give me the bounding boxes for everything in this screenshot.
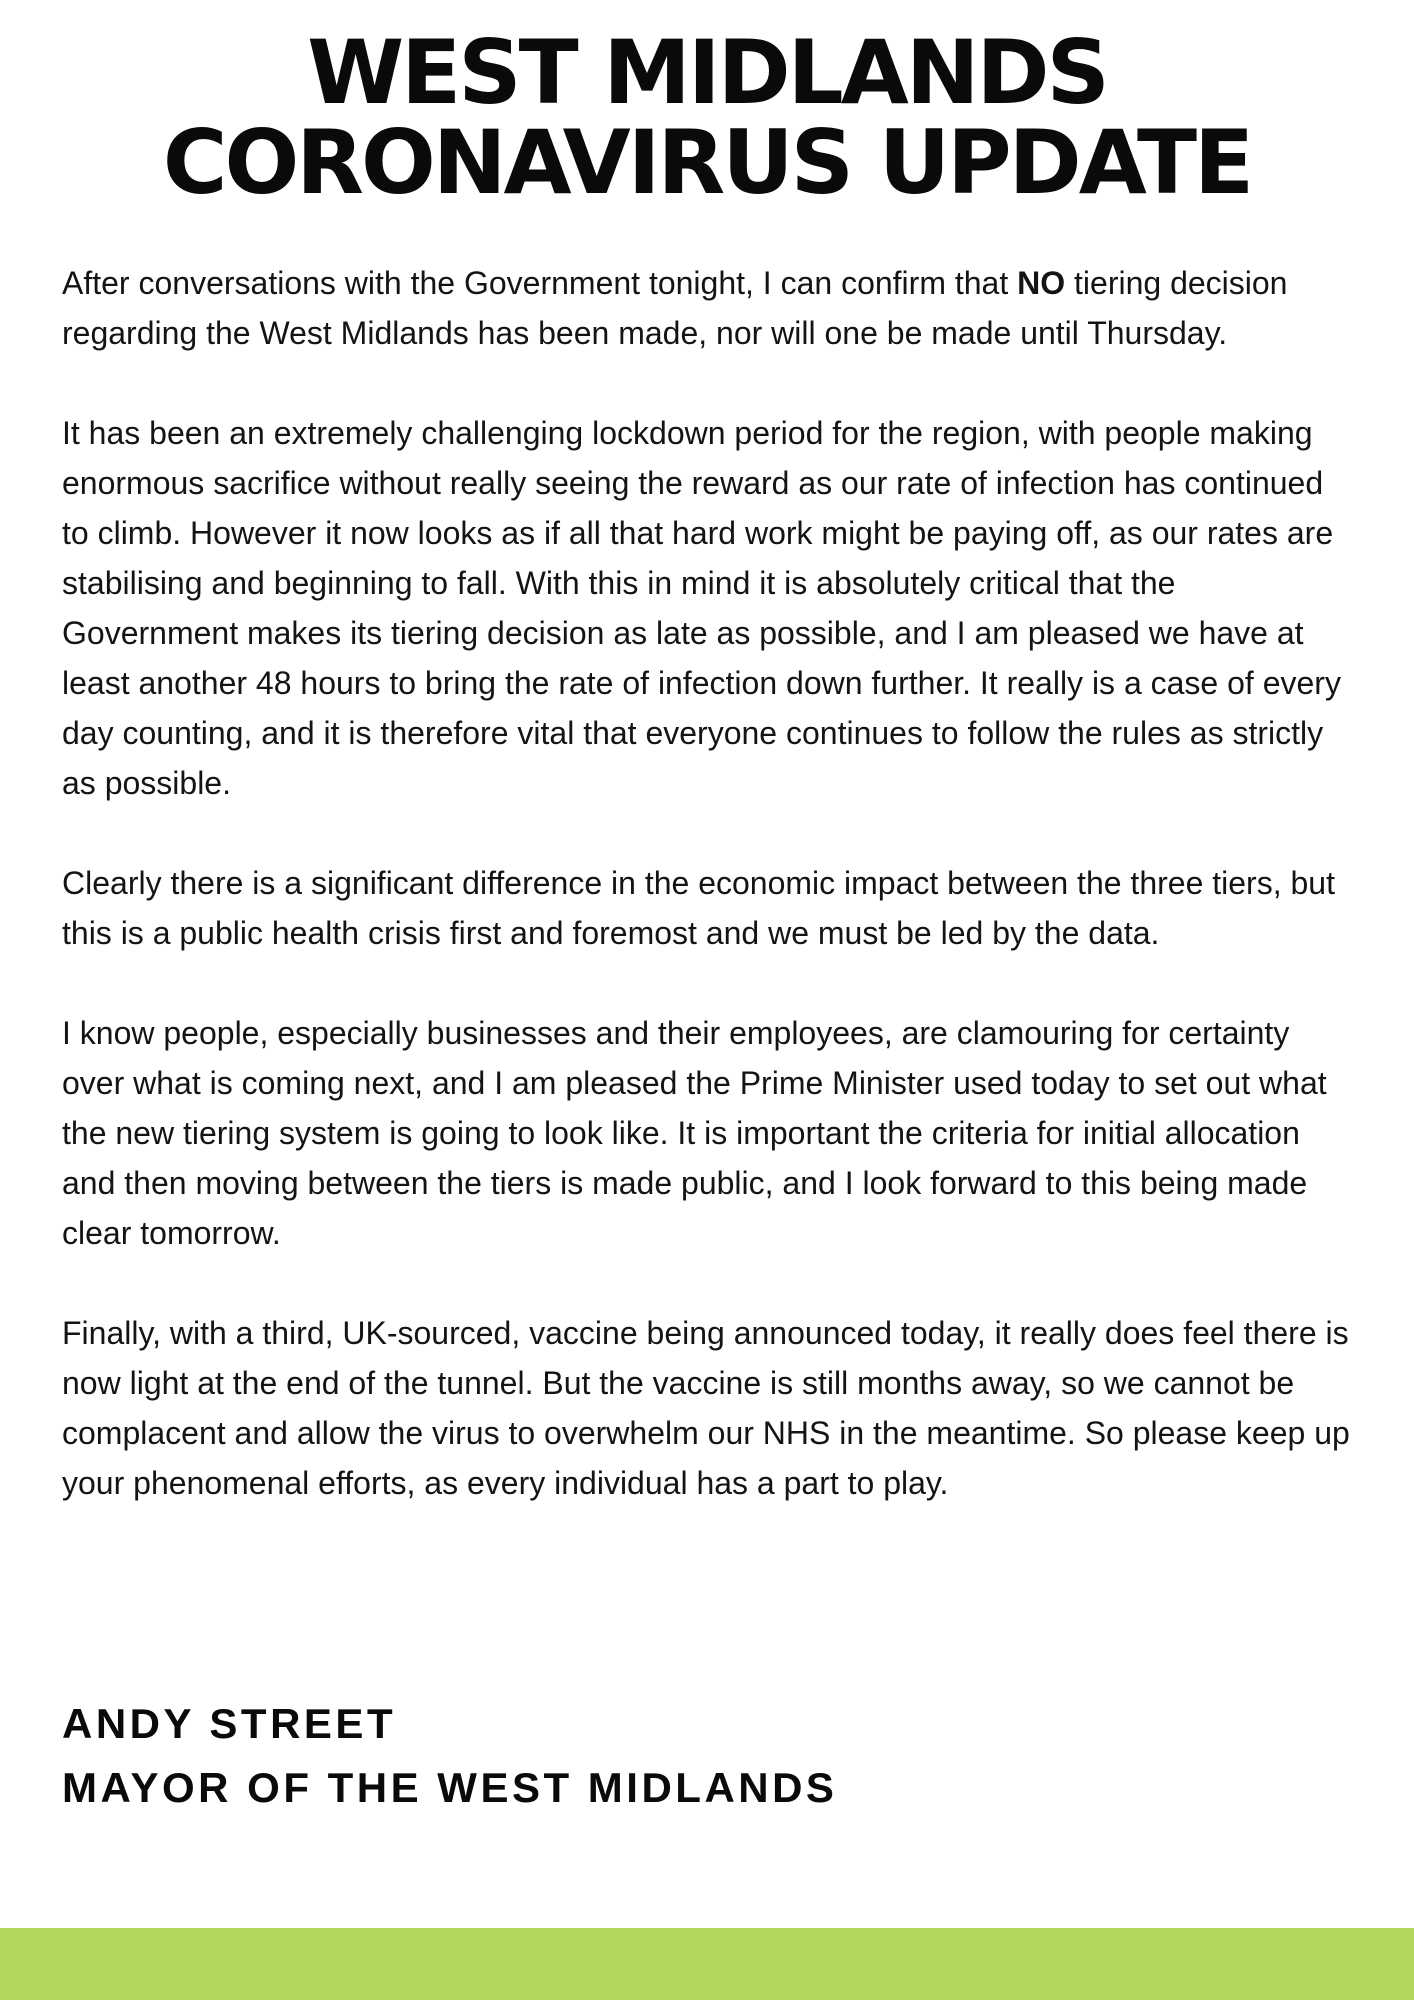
paragraph-3: Clearly there is a significant difference in the economic impact between the three tiers, but this is a public health crisis first and foremost and we must be led by the data. xyxy=(62,865,1335,951)
paragraph-1-lead: After conversations with the Government tonight, I can confirm that xyxy=(62,265,1018,301)
paragraph-1-rest: tiering decision regarding the West Midlands has been made, nor will one be made until Thursday. xyxy=(62,265,1288,351)
page-title xyxy=(0,21,1414,214)
title-line-1: WEST MIDLANDS xyxy=(307,21,1107,124)
paragraph-1 xyxy=(62,258,1352,358)
paragraph-1-emphasis: NO xyxy=(1017,265,1066,301)
paragraph-4: I know people, especially businesses and their employees, are clamouring for certainty over what is coming next, and I am pleased the Prime Minister used today to set out what the new tiering system is going to look like. It is important the criteria for initial allocation and then moving between the tiers is made public, and I look forward to this being made clear tomorrow. xyxy=(62,1015,1327,1251)
footer-color-band xyxy=(0,1928,1414,2000)
signature-role: MAYOR OF THE WEST MIDLANDS xyxy=(62,1764,838,1811)
statement-body xyxy=(62,258,1352,1508)
title-line-2: CORONAVIRUS UPDATE xyxy=(162,111,1252,214)
signature-name: ANDY STREET xyxy=(62,1700,397,1747)
signature-block xyxy=(62,1692,837,1820)
paragraph-5: Finally, with a third, UK-sourced, vaccine being announced today, it really does feel there is now light at the end of the tunnel. But the vaccine is still months away, so we cannot be complacent and allow the virus to overwhelm our NHS in the meantime. So please keep up your phenomenal efforts, as every individual has a part to play. xyxy=(62,1315,1350,1501)
paragraph-2: It has been an extremely challenging lockdown period for the region, with people making enormous sacrifice without really seeing the reward as our rate of infection has continued to climb. However it now looks as if all that hard work might be paying off, as our rates are stabilising and beginning to fall. With this in mind it is absolutely critical that the Government makes its tiering decision as late as possible, and I am pleased we have at least another 48 hours to bring the rate of infection down further. It really is a case of every day counting, and it is therefore vital that everyone continues to follow the rules as strictly as possible. xyxy=(62,415,1341,801)
